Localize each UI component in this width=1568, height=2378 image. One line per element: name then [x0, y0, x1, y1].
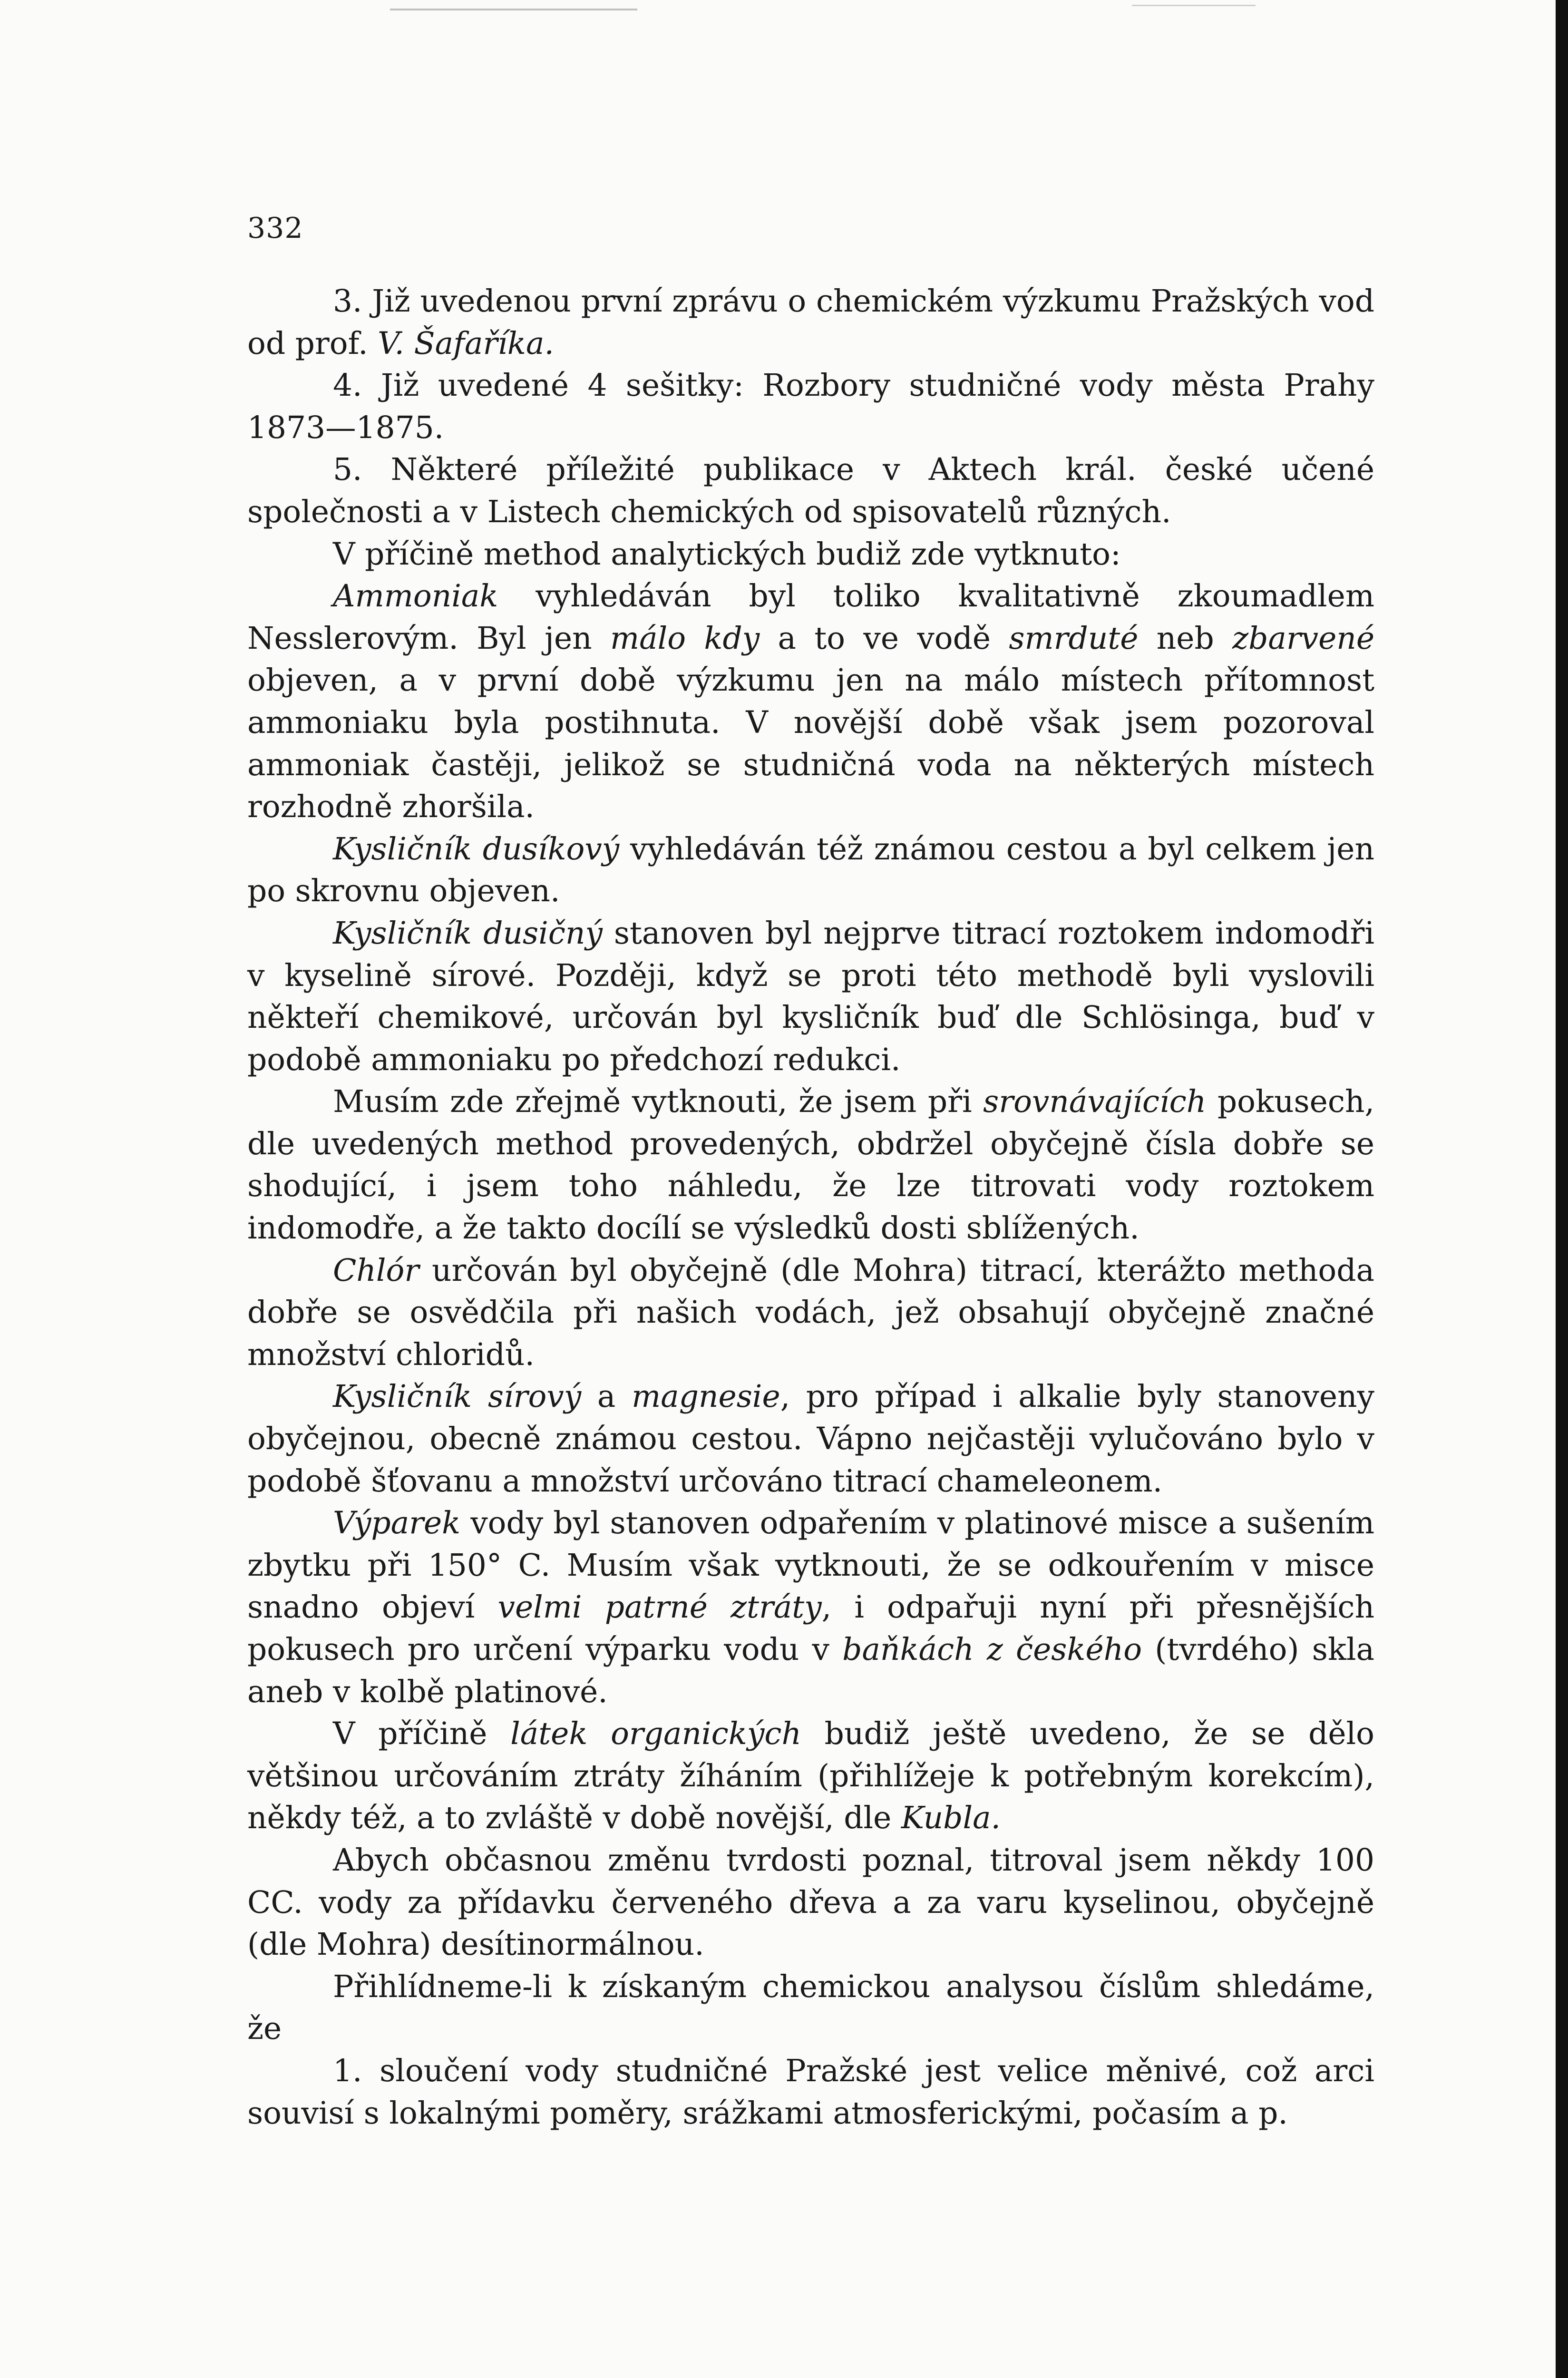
text-run: V příčině [333, 1716, 511, 1752]
italic-text: baňkách z českého [842, 1632, 1142, 1667]
italic-text: srovnávajících [983, 1084, 1207, 1120]
paragraph [247, 365, 1374, 449]
text-run: 4. Již uvedené 4 sešitky: Rozbory studničné vody města Prahy 1873—1875. [247, 368, 1374, 446]
text-run: vyhledáván též známou cestou a byl celkem jen po skrovnu objeven. [247, 831, 1374, 909]
text-run: vody byl stanoven odpařením v platinové misce a sušením zbytku při 150° C. Musím však vytknouti, že se odkouřením v misce snadno objeví [247, 1505, 1374, 1626]
text-run: stanoven byl nejprve titrací roztokem indomodři v kyselině sírové. Později, když se proti této methodě byli vyslovili někteří chemikové, určován byl kysličník buď dle Schlösinga, buď v podobě ammoniaku po předchozí redukci. [247, 915, 1374, 1078]
paragraph [247, 534, 1374, 576]
paragraph [247, 449, 1374, 533]
text-run: pokusech, dle uvedených method provedených, obdržel obyčejně čísla dobře se shodující, i jsem toho náhledu, že lze titrovati vody roztokem indomodře, a že takto docílí se výsledků dosti sblížených. [247, 1084, 1374, 1247]
paragraph [247, 913, 1374, 1081]
text-run: a [581, 1379, 632, 1415]
text-run: určován byl obyčejně (dle Mohra) titrací, kterážto methoda dobře se osvědčila při našich vodách, jež obsahují obyčejně značné množství chloridů. [247, 1252, 1374, 1373]
text-run: vyhledáván byl toliko kvalitativně zkoumadlem Nesslerovým. Byl jen [247, 578, 1374, 656]
text-run: budiž ještě uvedeno, že se dělo většinou určováním ztráty žíháním (přihlížeje k potřebným korekcím), někdy též, a to zvláště v době novější, dle [247, 1716, 1374, 1836]
paragraph [247, 1502, 1374, 1713]
paragraph [247, 281, 1374, 365]
paragraph [247, 1376, 1374, 1502]
text-run: (tvrdého) skla aneb v kolbě platinové. [247, 1632, 1375, 1710]
italic-text: zbarvené [1232, 620, 1374, 656]
paragraph [247, 1713, 1374, 1840]
text-run: neb [1138, 620, 1233, 656]
italic-text: Chlór [333, 1252, 419, 1288]
italic-text: Kubla. [901, 1800, 1001, 1836]
italic-text: velmi patrné ztráty [497, 1589, 822, 1626]
italic-text: smrduté [1009, 620, 1139, 656]
text-run: V příčině method analytických budiž zde vytknuto: [333, 536, 1121, 572]
paragraph [247, 1840, 1374, 1966]
italic-text: látek organických [510, 1716, 801, 1752]
text-run: Přihlídneme-li k získaným chemickou analysou číslům shledáme, že [247, 1969, 1374, 2047]
italic-text: Ammoniak [333, 578, 498, 614]
paragraph [247, 1081, 1374, 1249]
text-run: , i odpařuji nyní při přesnějších pokusech pro určení výparku vodu v [247, 1589, 1375, 1667]
italic-text: Kysličník sírový [333, 1379, 582, 1415]
italic-text: magnesie [632, 1379, 780, 1415]
text-run: 3. Již uvedenou první zprávu o chemickém výzkumu Pražských vod od prof. [247, 283, 1374, 361]
page-number: 332 [247, 212, 303, 245]
paragraph [247, 575, 1374, 828]
italic-text: Kysličník dusíkový [333, 831, 620, 867]
paragraph [247, 1966, 1374, 2050]
scan-edge [1556, 0, 1568, 2378]
italic-text: Výparek [333, 1505, 461, 1541]
scan-artifact [390, 9, 637, 10]
text-run: a to ve vodě [760, 620, 1009, 656]
text-run: , pro případ i alkalie byly stanoveny obyčejnou, obecně známou cestou. Vápno nejčastěji vylučováno bylo v podobě šťovanu a množství určováno titrací chameleonem. [247, 1379, 1374, 1499]
text-run: 5. Některé příležité publikace v Aktech král. české učené společnosti a v Listech chemických od spisovatelů různých. [247, 452, 1374, 530]
paragraph [247, 828, 1374, 913]
text-run: 1. sloučení vody studničné Pražské jest velice měnivé, což arci souvisí s lokalnými poměry, srážkami atmosferickými, počasím a p. [247, 2053, 1374, 2131]
paragraph [247, 1250, 1374, 1376]
italic-text: Kysličník dusičný [333, 915, 603, 951]
italic-text: V. Šafaříka. [378, 325, 554, 361]
document-page [247, 209, 1374, 2134]
paragraph [247, 2050, 1374, 2134]
text-run: objeven, a v první době výzkumu jen na málo místech přítomnost ammoniaku byla postihnuta. V novější době však jsem pozoroval ammoniak častěji, jelikož se studničná voda na některých místech rozhodně zhoršila. [247, 663, 1374, 825]
text-run: Musím zde zřejmě vytknouti, že jsem při [333, 1084, 984, 1120]
italic-text: málo kdy [610, 620, 760, 656]
scan-artifact [1132, 5, 1256, 6]
document-body [247, 281, 1374, 2134]
text-run: Abych občasnou změnu tvrdosti poznal, titroval jsem někdy 100 CC. vody za přídavku červeného dřeva a za varu kyselinou, obyčejně (dle Mohra) desítinormálnou. [247, 1842, 1374, 1963]
